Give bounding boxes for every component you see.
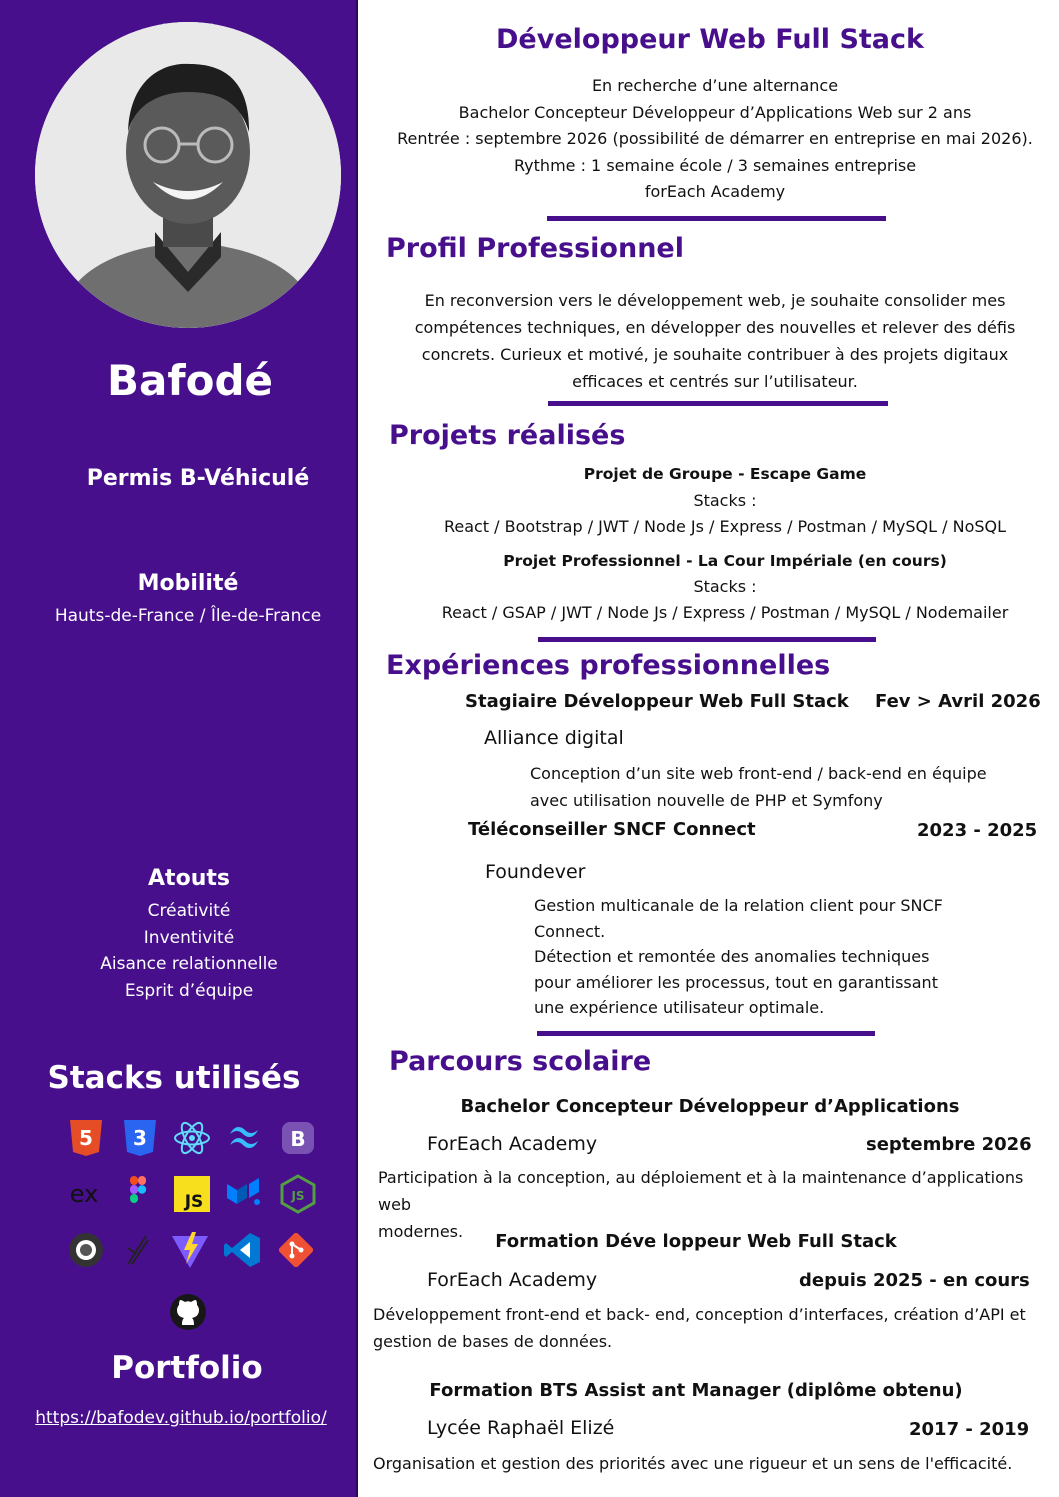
education-degree: Formation Déve loppeur Web Full Stack xyxy=(495,1231,897,1252)
figma-icon xyxy=(118,1174,158,1214)
profile-line: concrets. Curieux et motivé, je souhaite contribuer à des projets digitaux xyxy=(421,345,1009,364)
project-stacks-label: Stacks : xyxy=(693,577,757,596)
education-dates: 2017 - 2019 xyxy=(909,1419,1030,1440)
stacks-title: Stacks utilisés xyxy=(47,1060,301,1096)
profile-line: compétences techniques, en développer des nouvelles et relever des défis xyxy=(414,318,1016,337)
strength-item: Esprit d’équipe xyxy=(124,980,254,1001)
intro-line: Rentrée : septembre 2026 (possibilité de démarrer en entreprise en mai 2026). xyxy=(397,129,1033,148)
strength-item: Aisance relationnelle xyxy=(100,954,278,974)
project-name: Projet Professionnel - La Cour Impériale (en cours) xyxy=(503,552,947,570)
jwt-icon xyxy=(66,1230,106,1270)
bootstrap-label: B xyxy=(290,1127,306,1151)
experience-description xyxy=(534,893,943,1021)
profile-photo-illustration xyxy=(35,22,341,328)
education-title: Parcours scolaire xyxy=(389,1046,652,1077)
javascript-icon xyxy=(172,1174,212,1214)
divider xyxy=(548,401,888,406)
profile-line: En reconversion vers le développement web, je souhaite consolider mes xyxy=(424,291,1006,310)
project-stacks: React / Bootstrap / JWT / Node Js / Express / Postman / MySQL / NoSQL xyxy=(443,517,1007,536)
mobility-value: Hauts-de-France / Île-de-France xyxy=(54,606,322,626)
divider xyxy=(537,1031,875,1036)
description-line: pour améliorer les processus, tout en garantissant xyxy=(534,972,938,992)
tailwind-icon xyxy=(224,1118,264,1158)
nodejs-label: JS xyxy=(291,1189,305,1203)
git-icon xyxy=(276,1230,316,1270)
description-line: Conception d’un site web front-end / back-end en équipe xyxy=(530,764,987,783)
vscode-icon xyxy=(222,1230,262,1270)
html5-icon xyxy=(66,1118,106,1158)
intro-block xyxy=(360,73,1059,206)
driving-license: Permis B-Véhiculé xyxy=(86,466,310,491)
html5-label: 5 xyxy=(79,1126,93,1150)
experience-dates: Fev > Avril 2026 xyxy=(875,691,1041,712)
mui-icon xyxy=(224,1174,264,1214)
strength-item: Créativité xyxy=(147,901,231,921)
education-school: ForEach Academy xyxy=(427,1269,598,1291)
css3-icon xyxy=(120,1118,160,1158)
postman-icon xyxy=(118,1230,158,1270)
projects-title: Projets réalisés xyxy=(389,420,626,451)
project-stacks-label: Stacks : xyxy=(693,491,757,510)
express-icon xyxy=(64,1174,104,1214)
project-stacks: React / GSAP / JWT / Node Js / Express / Postman / MySQL / Nodemailer xyxy=(441,603,1009,622)
description-line: Développement front-end et back- end, conception d’interfaces, création d’API et xyxy=(373,1305,1026,1324)
description-line: gestion de bases de données. xyxy=(373,1332,613,1351)
mobility-title: Mobilité xyxy=(137,571,239,596)
education-dates: septembre 2026 xyxy=(866,1134,1032,1155)
divider xyxy=(538,637,876,642)
education-degree: Formation BTS Assist ant Manager (diplôme obtenu) xyxy=(429,1380,963,1401)
experience-role: Stagiaire Développeur Web Full Stack xyxy=(465,691,849,712)
profile-photo xyxy=(35,22,341,328)
intro-line: Bachelor Concepteur Développeur d’Applications Web sur 2 ans xyxy=(458,102,972,122)
experience-title: Expériences professionnelles xyxy=(386,650,831,681)
experience-dates: 2023 - 2025 xyxy=(917,820,1038,841)
description-line: Organisation et gestion des priorités avec une rigueur et un sens de l'efficacité. xyxy=(373,1454,1013,1473)
education-school: Lycée Raphaël Elizé xyxy=(427,1417,615,1439)
nodejs-icon xyxy=(278,1174,318,1214)
strengths-list xyxy=(0,898,378,1004)
bootstrap-icon xyxy=(278,1118,318,1158)
react-icon xyxy=(172,1118,212,1158)
intro-line: forEach Academy xyxy=(644,182,786,201)
education-description xyxy=(373,1450,1053,1477)
description-line: une expérience utilisateur optimale. xyxy=(534,998,825,1017)
github-icon xyxy=(168,1292,208,1332)
education-school: ForEach Academy xyxy=(427,1133,598,1155)
job-title: Développeur Web Full Stack xyxy=(496,24,924,55)
css3-label: 3 xyxy=(133,1126,147,1150)
description-line: Connect. xyxy=(534,921,606,941)
profile-title: Profil Professionnel xyxy=(386,233,684,264)
experience-company: Foundever xyxy=(485,861,586,883)
intro-line: En recherche d’une alternance xyxy=(591,76,839,95)
education-description xyxy=(373,1301,1053,1355)
profile-line: efficaces et centrés sur l’utilisateur. xyxy=(572,372,858,391)
strengths-title: Atouts xyxy=(148,866,230,891)
education-dates: depuis 2025 - en cours xyxy=(799,1270,1030,1291)
candidate-name: Bafodé xyxy=(106,356,274,405)
strength-item: Inventivité xyxy=(143,927,235,948)
experience-company: Alliance digital xyxy=(484,727,624,749)
express-label: ex xyxy=(69,1180,99,1208)
description-line: Gestion multicanale de la relation client pour SNCF xyxy=(534,896,943,915)
description-line: Détection et remontée des anomalies techniques xyxy=(534,947,930,966)
description-line: Participation à la conception, au déploiement et à la maintenance d’applications web xyxy=(378,1168,1024,1214)
experience-description xyxy=(530,761,987,814)
education-degree: Bachelor Concepteur Développeur d’Applications xyxy=(460,1096,960,1117)
vite-icon xyxy=(170,1230,210,1270)
description-line: modernes. xyxy=(378,1222,464,1241)
description-line: avec utilisation nouvelle de PHP et Symfony xyxy=(530,790,883,810)
experience-role: Téléconseiller SNCF Connect xyxy=(468,819,756,840)
portfolio-link[interactable]: https://bafodev.github.io/portfolio/ xyxy=(35,1408,327,1428)
javascript-label: JS xyxy=(184,1192,204,1212)
sidebar xyxy=(0,0,358,1497)
profile-text xyxy=(380,287,1050,395)
divider xyxy=(547,216,886,221)
project-name: Projet de Groupe - Escape Game xyxy=(583,465,867,483)
portfolio-title: Portfolio xyxy=(111,1350,263,1386)
intro-line: Rythme : 1 semaine école / 3 semaines entreprise xyxy=(513,155,917,175)
